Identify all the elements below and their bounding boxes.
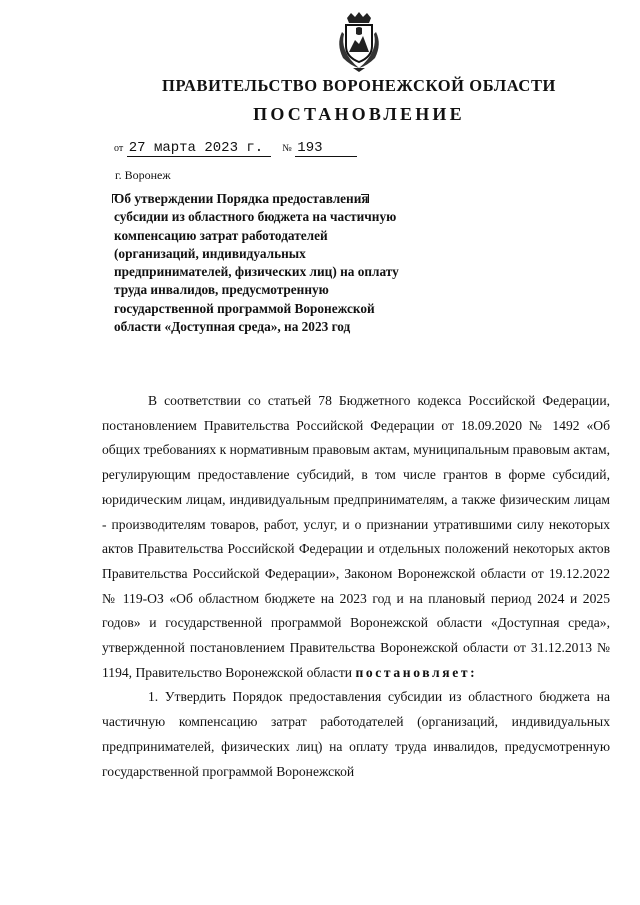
document-type: ПОСТАНОВЛЕНИЕ <box>253 104 465 124</box>
preamble-paragraph <box>102 389 610 685</box>
government-title: ПРАВИТЕЛЬСТВО ВОРОНЕЖСКОЙ ОБЛАСТИ <box>162 76 556 95</box>
item-1-paragraph: 1. Утвердить Порядок предоставления субсидии из областного бюджета на частичную компенсацию затрат работодателей (организаций, индивидуальных предпринимателей, физических лиц) на оплату труда инвалидов, предусмотренную государственной программой Воронежской <box>102 689 610 779</box>
preamble-text: В соответствии со статьей 78 Бюджетного кодекса Российской Федерации, постановлением Правительства Российской Федерации от 18.09.2020 № 1492 «Об общих требованиях к нормативным правовым актам, муниципальным правовым актам, регулирующим предоставление субсидий, в том числе грантов в форме субсидий, юридическим лицам, индивидуальным предпринимателям, а также физическим лицам - производителям товаров, работ, услуг, и о признании утратившими силу некоторых актов Правительства Российской Федерации и отдельных положений некоторых актов Правительства Российской Федерации», Законом Воронежской области от 19.12.2022 № 119-ОЗ «Об областном бюджете на 2023 год и на плановый период 2024 и 2025 годов» и государственной программой Воронежской области «Доступная среда», утвержденной постановлением Правительства Воронежской области от 31.12.2013 № 1194, Правительство Воронежской области <box>102 393 610 680</box>
document-date-number-line <box>114 140 357 157</box>
resolves-word: постановляет: <box>355 664 478 680</box>
document-subject: Об утверждении Порядка предоставления субсидии из областного бюджета на частичную компенсацию затрат работодателей (организаций, индивидуальных предпринимателей, физических лиц) на оплату труда инвалидов, предусмотренную государственной программой Воронежской области «Доступная среда», на 2023 год <box>114 191 399 335</box>
number-label: № <box>282 143 292 154</box>
coat-of-arms-icon <box>333 12 385 72</box>
document-date: 27 марта 2023 г. <box>127 140 271 157</box>
document-body <box>102 389 610 784</box>
document-number: 193 <box>295 140 357 157</box>
city: г. Воронеж <box>115 168 171 182</box>
from-label: от <box>114 143 124 154</box>
